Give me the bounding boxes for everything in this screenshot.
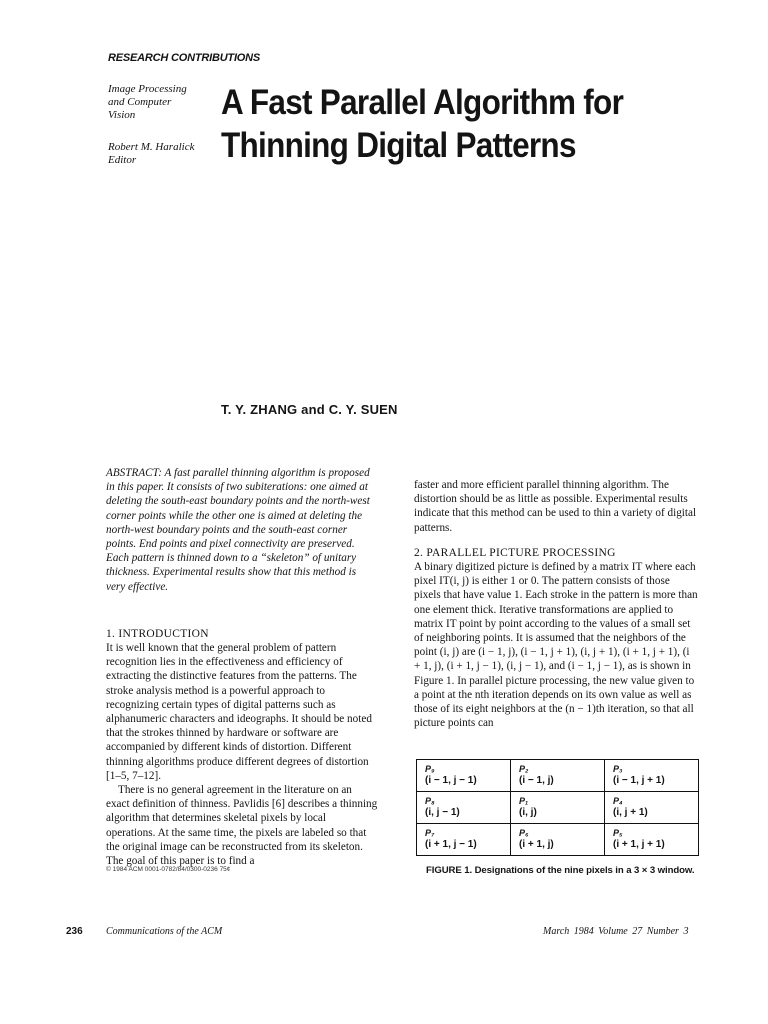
editor-role: Editor [108, 154, 137, 166]
editor-label [108, 141, 218, 167]
pixel-coord: (i, j) [519, 807, 537, 818]
page-number: 236 [66, 926, 83, 937]
figure-cell [417, 792, 511, 824]
pixel-coord: (i + 1, j + 1) [613, 839, 665, 850]
pixel-name: P₆ [519, 828, 529, 838]
figure-cell [511, 824, 605, 856]
pixel-coord: (i + 1, j) [519, 839, 554, 850]
pixel-coord: (i + 1, j − 1) [425, 839, 477, 850]
parallel-processing-section [414, 546, 698, 730]
figure-cell [605, 792, 699, 824]
copyright-notice: © 1984 ACM 0001-0782/84/0300-0236 75¢ [106, 866, 231, 873]
department-line: Image Processing [108, 83, 187, 95]
figure-row [417, 792, 699, 824]
figure-row [417, 760, 699, 792]
title-line: Thinning Digital Patterns [221, 126, 576, 165]
abstract-lead: ABSTRACT: [106, 467, 162, 479]
figure-cell [511, 760, 605, 792]
abstract [106, 466, 378, 594]
section-label: RESEARCH CONTRIBUTIONS [108, 52, 261, 64]
figure-cell [605, 824, 699, 856]
pixel-name: P₂ [519, 764, 529, 774]
paper-title [221, 81, 689, 167]
introduction-paragraph: There is no general agreement in the literature on an exact definition of thinness. Pavlidis [6] describes a thinning algorithm that determines skeletal pixels by local operations. At the same time, the pixels are labeled so that the original image can be reconstructed from its skeleton. The goal of this paper is to find a [106, 784, 378, 868]
title-line: A Fast Parallel Algorithm for [221, 83, 624, 122]
pixel-name: P₄ [613, 796, 623, 806]
pixel-name: P₁ [519, 796, 529, 806]
pixel-name: P₇ [425, 828, 435, 838]
issue-info: March 1984 Volume 27 Number 3 [543, 926, 689, 937]
department-line: Vision [108, 109, 136, 121]
introduction-section [106, 627, 378, 868]
pixel-name: P₃ [613, 764, 623, 774]
figure-cell [511, 792, 605, 824]
figure-cell [605, 760, 699, 792]
pixel-coord: (i − 1, j) [519, 775, 554, 786]
pixel-coord: (i, j + 1) [613, 807, 648, 818]
pixel-window-figure [416, 759, 699, 856]
figure-cell [417, 824, 511, 856]
pixel-name: P₉ [425, 764, 435, 774]
department-label [108, 83, 218, 122]
figure-row [417, 824, 699, 856]
introduction-continuation: faster and more efficient parallel thinning algorithm. The distortion should be as little as possible. Experimental results indicate that this method can be used to thin a variety of digital patterns. [414, 479, 697, 534]
abstract-text: A fast parallel thinning algorithm is proposed in this paper. It consists of two subiterations: one aimed at deleting the south-east boundary points and the north-west corner points while the other one is aimed at deleting the north-west boundary points and the south-east corner points. End points and pixel connectivity are preserved. Each pattern is thinned down to a “skeleton” of unitary thickness. Experimental results show that this method is very effective. [106, 467, 370, 593]
introduction-heading: 1. INTRODUCTION [106, 628, 209, 640]
introduction-paragraph: It is well known that the general problem of pattern recognition lies in the effectiveness and efficiency of extracting the distinctive features from the patterns. The stroke analysis method is a powerful approach to recognizing certain types of digital patterns such as alphanumeric characters and ideographs. It should be noted that the strokes thinned by hardware or software are accompanied by different kinds of distortion. Different thinning algorithms produce different degrees of distortion [1–5, 7–12]. [106, 642, 372, 782]
pixel-coord: (i − 1, j − 1) [425, 775, 477, 786]
editor-name: Robert M. Haralick [108, 141, 195, 153]
department-line: and Computer [108, 96, 172, 108]
figure-caption: FIGURE 1. Designations of the nine pixels in a 3 × 3 window. [426, 865, 695, 876]
authors: T. Y. ZHANG and C. Y. SUEN [221, 402, 398, 417]
pixel-name: P₈ [425, 796, 435, 806]
journal-name: Communications of the ACM [106, 926, 223, 937]
section2-heading: 2. PARALLEL PICTURE PROCESSING [414, 547, 616, 559]
figure-cell [417, 760, 511, 792]
section2-paragraph: A binary digitized picture is defined by a matrix IT where each pixel IT(i, j) is either 1 or 0. The pattern consists of those pixels that have value 1. Each stroke in the pattern is more than one element thick. Iterative transformations are applied to matrix IT point by point according to the values of a small set of neighboring points. It is assumed that the neighbors of the point (i, j) are (i − 1, j), (i − 1, j + 1), (i, j + 1), (i + 1, j + 1), (i + 1, j), (i + 1, j − 1), (i, j − 1), and (i − 1, j − 1), as is shown in Figure 1. In parallel picture processing, the new value given to a point at the nth iteration depends on its own value as well as those of its eight neighbors at the (n − 1)th iteration, so that all picture points can [414, 561, 698, 730]
pixel-coord: (i, j − 1) [425, 807, 460, 818]
pixel-coord: (i − 1, j + 1) [613, 775, 665, 786]
pixel-name: P₅ [613, 828, 623, 838]
